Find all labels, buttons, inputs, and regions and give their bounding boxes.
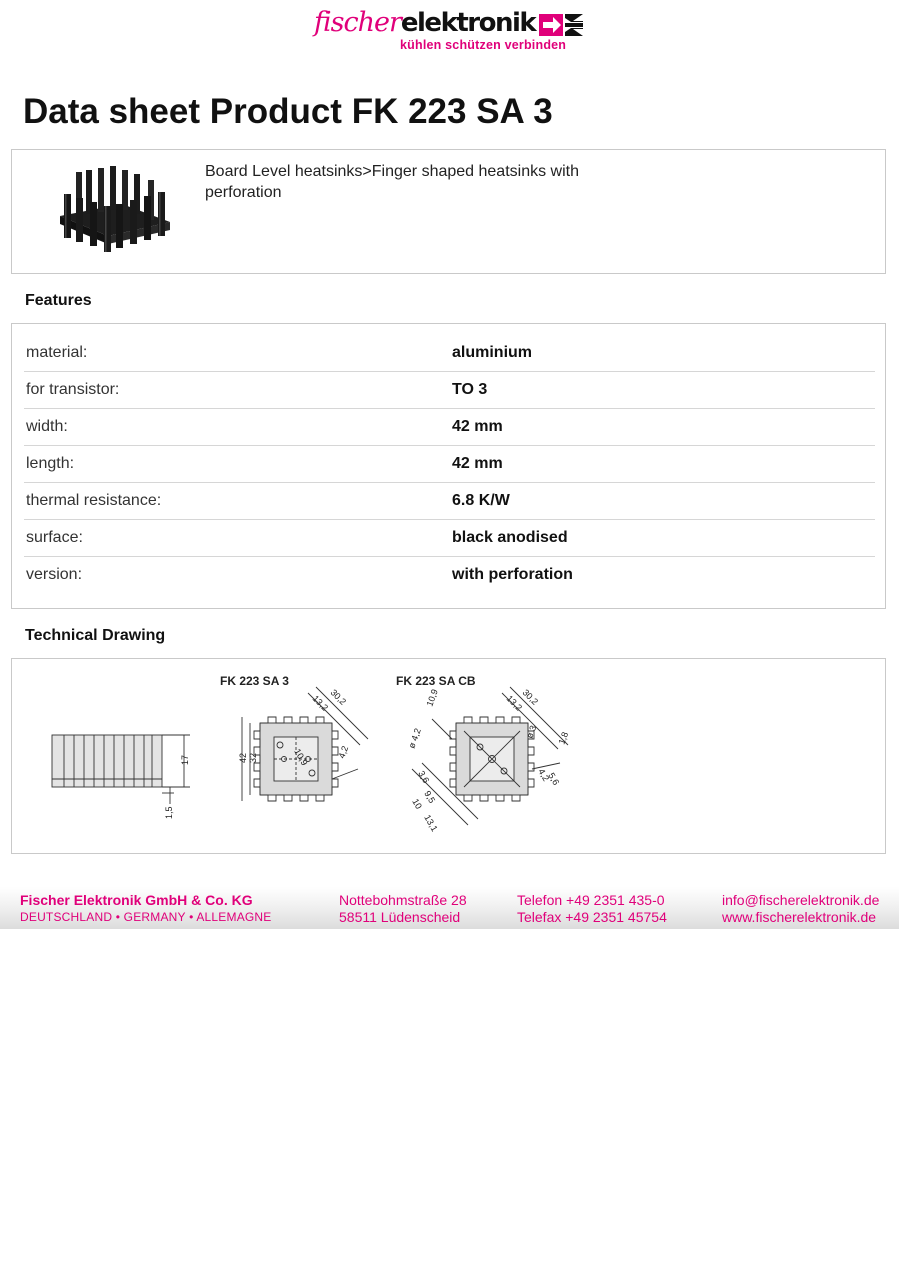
logo-word-elektronik: elektronik [400, 8, 536, 38]
top-view-fk223sa3 [242, 687, 368, 801]
table-row [24, 335, 875, 372]
dim-b-9-5: 9,5 [422, 789, 438, 805]
dim-a-4-2: 4,2 [336, 744, 351, 760]
page-footer [0, 887, 899, 929]
footer-city: 58511 Lüdenscheid [339, 909, 461, 925]
technical-drawing-heading: Technical Drawing [25, 627, 166, 644]
dim-a-30-2: 30,2 [328, 687, 349, 707]
dim-b-hole-3: ø 3 [524, 724, 539, 740]
footer-address-block [339, 892, 467, 926]
table-row [24, 372, 875, 409]
footer-company-block [20, 892, 272, 926]
dim-b-13-1: 13,1 [422, 813, 440, 834]
feature-value: aluminium [452, 335, 875, 372]
feature-label: thermal resistance: [24, 483, 452, 520]
product-summary-box [11, 149, 886, 274]
dim-a-inner: 32 [248, 752, 258, 763]
footer-fax: Telefax +49 2351 45754 [517, 909, 667, 925]
dim-b-5-6: 5,6 [546, 771, 562, 787]
dim-b-13-2: 13,2 [504, 693, 525, 713]
features-box [11, 323, 886, 609]
dim-b-hole-4-2: ø 4,2 [406, 726, 423, 750]
table-row [24, 557, 875, 594]
top-view-fk223sacb [412, 687, 571, 825]
feature-value: with perforation [452, 566, 573, 583]
table-row [24, 409, 875, 446]
feature-label: for transistor: [24, 372, 452, 409]
feature-value: black anodised [452, 520, 875, 557]
side-view-drawing [52, 735, 190, 804]
table-row [24, 446, 875, 483]
features-table [24, 335, 875, 593]
feature-value: TO 3 [452, 372, 875, 409]
dim-b-3-6: 3,6 [416, 769, 432, 785]
footer-email[interactable]: info@fischerelektronik.de [722, 892, 880, 908]
footer-street: Nottebohmstraße 28 [339, 892, 467, 908]
logo-wordmark [314, 8, 535, 42]
dim-b-10-9: 10,9 [424, 687, 440, 708]
logo-tagline: kühlen schützen verbinden [400, 38, 567, 52]
dim-side-height: 17 [180, 754, 190, 765]
footer-contact-block [722, 892, 879, 926]
table-row [24, 520, 875, 557]
footer-phone-block [517, 892, 667, 926]
drawing-label-b: FK 223 SA CB [396, 674, 476, 688]
feature-value: 42 mm [452, 409, 875, 446]
footer-web[interactable]: www.fischerelektronik.de [722, 909, 877, 925]
footer-country: DEUTSCHLAND • GERMANY • ALLEMAGNE [20, 910, 272, 924]
heatsink-photo-icon [52, 164, 176, 256]
footer-phone: Telefon +49 2351 435-0 [517, 892, 665, 908]
feature-value: 42 mm [452, 446, 875, 483]
product-category: Board Level heatsinks>Finger shaped heatsinks with perforation [205, 163, 579, 201]
dim-a-10-9: 10,9 [292, 747, 310, 768]
dim-a-13-2: 13,2 [310, 693, 331, 713]
footer-company: Fischer Elektronik GmbH & Co. KG [20, 892, 253, 908]
feature-value: 6.8 K/W [452, 483, 875, 520]
feature-label: surface: [24, 520, 452, 557]
dim-b-1-8: 1,8 [556, 730, 571, 746]
dim-b-30-2: 30,2 [520, 687, 541, 707]
dim-side-base: 1,5 [164, 806, 174, 819]
technical-drawing-box [11, 658, 886, 854]
features-heading: Features [25, 292, 92, 309]
dim-b-4-2: 4,2 [536, 767, 552, 783]
table-row [24, 483, 875, 520]
feature-label: material: [24, 335, 452, 372]
dim-b-10: 10 [410, 797, 424, 811]
logo-arrow-icon [539, 12, 585, 38]
feature-label: width: [24, 409, 452, 446]
drawing-label-a: FK 223 SA 3 [220, 674, 289, 688]
dim-a-width: 42 [238, 752, 248, 763]
brand-logo [314, 8, 586, 54]
page-title: Data sheet Product FK 223 SA 3 [23, 92, 553, 131]
feature-label: length: [24, 446, 452, 483]
logo-word-fischer: fischer [314, 7, 401, 38]
technical-drawing [12, 659, 885, 853]
feature-label: version: [26, 566, 83, 583]
